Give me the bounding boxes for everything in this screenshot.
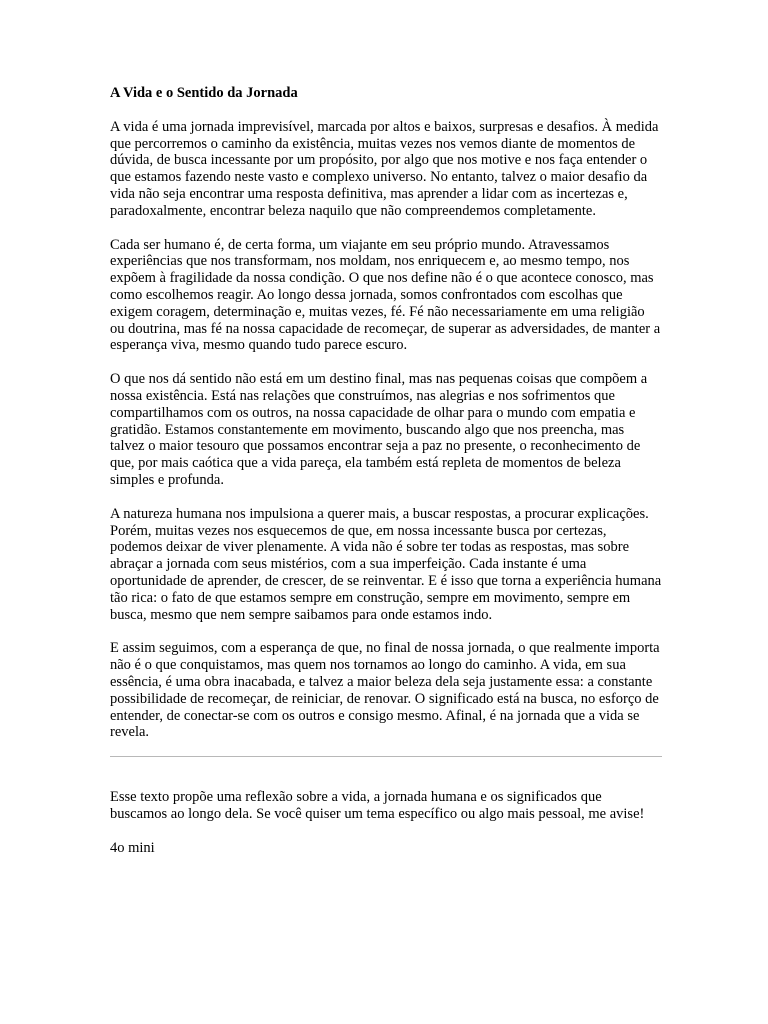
paragraph-1: A vida é uma jornada imprevisível, marcada por altos e baixos, surpresas e desafios. À medida que percorremos o caminho da existência, muitas vezes nos vemos diante de momentos de dúvida, de busca incessante por um propósito, por algo que nos motive e nos faça entender o que estamos fazendo neste vasto e complexo universo. No entanto, talvez o maior desafio da vida não seja encontrar uma resposta definitiva, mas aprender a lidar com as incertezas e, paradoxalmente, encontrar beleza naquilo que não compreendemos completamente. [110, 118, 659, 219]
section-divider [110, 756, 662, 757]
paragraph-2: Cada ser humano é, de certa forma, um viajante em seu próprio mundo. Atravessamos experiências que nos transformam, nos moldam, nos enriquecem e, ao mesmo tempo, nos expõem à fragilidade da nossa condição. O que nos define não é o que acontece conosco, mas como escolhemos reagir. Ao longo dessa jornada, somos confrontados com escolhas que exigem coragem, determinação e, muitas vezes, fé. Fé não necessariamente em uma religião ou doutrina, mas fé na nossa capacidade de recomeçar, de superar as adversidades, de manter a esperança viva, mesmo quando tudo parece escuro. [110, 236, 661, 354]
paragraph-4: A natureza humana nos impulsiona a querer mais, a buscar respostas, a procurar explicações. Porém, muitas vezes nos esquecemos de que, em nossa incessante busca por certezas, podemos deixar de viver plenamente. A vida não é sobre ter todas as respostas, mas sobre abraçar a jornada com seus mistérios, com a sua imperfeição. Cada instante é uma oportunidade de aprender, de crescer, de se reinventar. E é isso que torna a experiência humana tão rica: o fato de que estamos sempre em construção, sempre em movimento, sempre em busca, mesmo que nem sempre saibamos para onde estamos indo. [110, 505, 662, 623]
document-page [110, 85, 662, 856]
paragraph-5: E assim seguimos, com a esperança de que, no final de nossa jornada, o que realmente importa não é o que conquistamos, mas quem nos tornamos ao longo do caminho. A vida, em sua essência, é uma obra inacabada, e talvez a maior beleza dela seja justamente essa: a constante possibilidade de recomeçar, de reiniciar, de renovar. O significado está na busca, no esforço de entender, de conectar-se com os outros e consigo mesmo. Afinal, é na jornada que a vida se revela. [110, 640, 660, 741]
model-label: 4o mini [110, 839, 155, 856]
footer-note: Esse texto propõe uma reflexão sobre a vida, a jornada humana e os significados que buscamos ao longo dela. Se você quiser um tema específico ou algo mais pessoal, me avise! [110, 789, 645, 822]
paragraph-3: O que nos dá sentido não está em um destino final, mas nas pequenas coisas que compõem a nossa existência. Está nas relações que construímos, nas alegrias e nos sofrimentos que compartilhamos com os outros, na nossa capacidade de olhar para o mundo com empatia e gratidão. Estamos constantemente em movimento, buscando algo que nos preencha, mas talvez o maior tesouro que possamos encontrar seja a paz no presente, o reconhecimento de que, por mais caótica que a vida pareça, ela também está repleta de momentos de beleza simples e profunda. [110, 371, 648, 488]
document-title: A Vida e o Sentido da Jornada [110, 85, 298, 101]
